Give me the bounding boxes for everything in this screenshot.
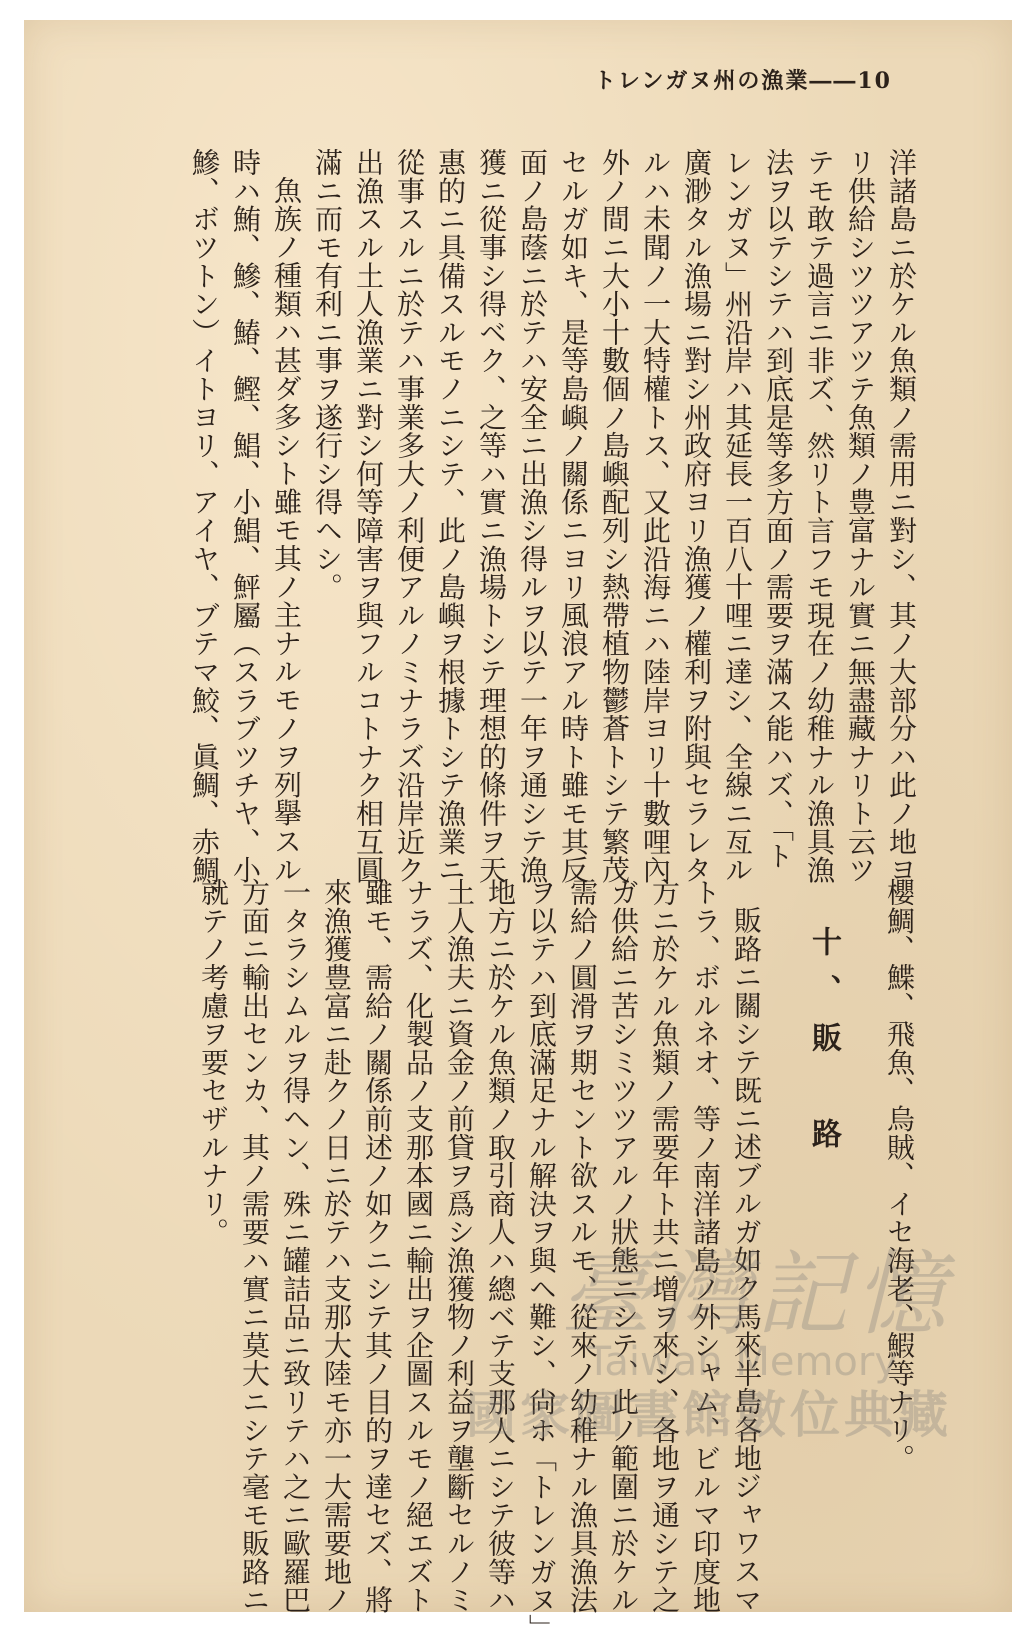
text-column: 鰺、ボツトン）イトヨリ、アイヤ、ブテマ鮫、眞鯛、赤鯛、 <box>188 148 221 913</box>
text-column: リ供給シツツアツテ魚類ノ豊富ナル實ニ無盡藏ナリト云ツ <box>844 148 877 884</box>
text-column: ヲ以テハ到底滿足ナル解決ヲ與ヘ難シ、尙ホ「トレンガヌ」 <box>525 878 558 1642</box>
upper-text-block <box>188 148 922 913</box>
text-column: トラ、ボルネオ、等ノ南洋諸島ノ外シャム、ビルマ印度地 <box>689 878 722 1614</box>
text-column: テモ敢テ過言ニ非ズ、然リト言フモ現在ノ幼稚ナル漁具漁 <box>803 148 836 884</box>
text-column: 土人漁夫ニ資金ノ前貸ヲ爲シ漁獲物ノ利益ヲ壟斷セルノミ <box>443 878 476 1614</box>
text-column: 獲ニ從事シ得ベク、之等ハ實ニ漁場トシテ理想的條件ヲ天 <box>475 148 508 884</box>
text-column: レンガヌ」州沿岸ハ其延長一百八十哩ニ達シ、全線ニ亙ル <box>721 148 754 884</box>
text-column: 魚族ノ種類ハ甚ダ多シト雖モ其ノ主ナルモノヲ列擧スル <box>270 176 303 884</box>
text-column: 一タラシムルヲ得ヘン、殊ニ罐詰品ニ致リテハ之ニ歐羅巴 <box>279 878 312 1614</box>
text-column: 從事スルニ於テハ事業多大ノ利便アルノミナラズ沿岸近ク <box>393 148 426 884</box>
text-column: ルハ未聞ノ一大特權トス、又此沿海ニハ陸岸ヨリ十數哩內 <box>639 148 672 884</box>
watermark-sub-text: 國家圖書館數位典藏 <box>466 1386 952 1444</box>
text-column: 廣渺タル漁場ニ對シ州政府ヨリ漁獲ノ權利ヲ附與セラレタ <box>680 148 713 884</box>
text-column: 惠的ニ具備スルモノニシテ、此ノ島嶼ヲ根據トシテ漁業ニ <box>434 148 467 884</box>
text-column: 地方ニ於ケル魚類ノ取引商人ハ總ベテ支那人ニシテ彼等ハ <box>484 878 517 1614</box>
page-header: トレンガヌ州の漁業――10 <box>593 68 892 94</box>
text-column: 方面ニ輸出センカ、其ノ需要ハ實ニ莫大ニシテ毫モ販路ニ <box>238 878 271 1614</box>
watermark-main-text: 臺灣記憶 <box>559 1241 952 1348</box>
text-column: 需給ノ圓滑ヲ期セント欲スルモ、從來ノ幼稚ナル漁具漁法 <box>566 878 599 1614</box>
document-page <box>24 20 1012 1642</box>
text-column: 法ヲ以テシテハ到底是等多方面ノ需要ヲ滿ス能ハズ、「ト <box>762 148 795 870</box>
text-column: ナラズ、化製品ノ支那本國ニ輸出ヲ企圖スルモノ絕エズト <box>402 878 435 1614</box>
text-column: 販路ニ關シテ既ニ述ブルガ如ク馬來半島各地ジャワスマ <box>730 906 763 1614</box>
text-column: 滿ニ而モ有利ニ事ヲ遂行シ得ヘシ。 <box>311 148 344 601</box>
section-heading: 十、販 路 <box>806 926 841 1166</box>
watermark-english-text: Taiwan Memory <box>586 1339 898 1385</box>
text-column: 洋諸島ニ於ケル魚類ノ需用ニ對シ、其ノ大部分ハ此ノ地ヨ <box>885 148 918 884</box>
text-column: 方ニ於ケル魚類ノ需要年ト共ニ增ヲ來シ、各地ヲ通シテ之 <box>648 878 681 1614</box>
text-column: ガ供給ニ苦シミツツアルノ狀態ニシテ、此ノ範圍ニ於ケル <box>607 878 640 1614</box>
text-column: 就テノ考慮ヲ要セザルナリ。 <box>197 878 230 1246</box>
text-column: 外ノ間ニ大小十數個ノ島嶼配列シ熱帶植物鬱蒼トシテ繁茂 <box>598 148 631 884</box>
text-column: 面ノ島蔭ニ於テハ安全ニ出漁シ得ルヲ以テ一年ヲ通シテ漁 <box>516 148 549 884</box>
text-column: 時ハ鮪、鰺、鰆、鰹、鯧、小鯧、鮃屬（スラブツチヤ、小 <box>229 148 262 884</box>
lower-text-block <box>197 878 920 1642</box>
text-column: セルガ如キ、是等島嶼ノ關係ニヨリ風浪アル時ト雖モ其反 <box>557 148 590 884</box>
text-column: 來漁獲豊富ニ赴クノ日ニ於テハ支那大陸モ亦一大需要地ノ <box>320 878 353 1614</box>
text-column: 雖モ、需給ノ關係前述ノ如クニシテ其ノ目的ヲ達セズ、將 <box>361 878 394 1614</box>
text-column: 櫻鯛、鰈、飛魚、烏賊、イセ海老、鰕等ナリ。 <box>883 878 916 1473</box>
text-column: 出漁スル土人漁業ニ對シ何等障害ヲ與フルコトナク相互圓 <box>352 148 385 884</box>
